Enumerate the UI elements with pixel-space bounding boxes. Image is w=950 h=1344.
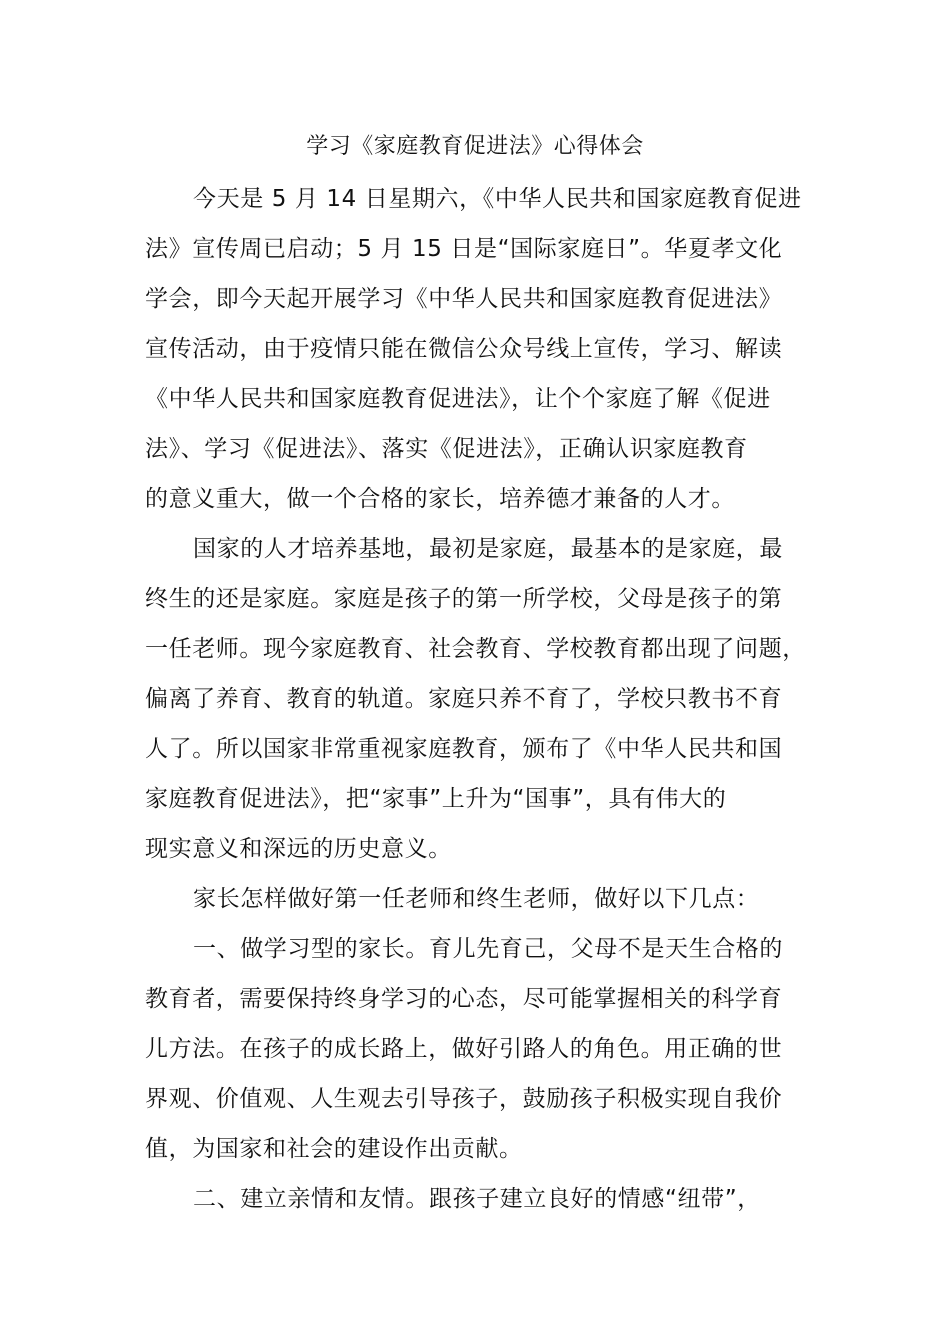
paragraph-1-line-4: 宣传活动，由于疫情只能在微信公众号线上宣传，学习、解读: [145, 336, 783, 362]
paragraph-2-line-4: 偏离了养育、教育的轨道。家庭只养不育了，学校只教书不育: [145, 686, 783, 712]
paragraph-2-line-5: 人了。所以国家非常重视家庭教育，颁布了《中华人民共和国: [145, 736, 783, 762]
paragraph-2-line-3: 一任老师。现今家庭教育、社会教育、学校教育都出现了问题，: [145, 636, 806, 662]
paragraph-4-line-1: 一、做学习型的家长。育儿先育己，父母不是天生合格的: [193, 936, 783, 962]
paragraph-1-line-6: 法》、学习《促进法》、落实《促进法》，正确认识家庭教育: [145, 436, 748, 462]
paragraph-1-line-3: 学会，即今天起开展学习《中华人民共和国家庭教育促进法》: [145, 286, 783, 312]
paragraph-4-line-3: 儿方法。在孩子的成长路上，做好引路人的角色。用正确的世: [145, 1036, 783, 1062]
paragraph-4-line-2: 教育者，需要保持终身学习的心态，尽可能掌握相关的科学育: [145, 986, 783, 1012]
paragraph-1-line-1: 今天是 5 月 14 日星期六，《中华人民共和国家庭教育促进: [193, 186, 802, 212]
paragraph-3-line-1: 家长怎样做好第一任老师和终生老师，做好以下几点：: [193, 886, 760, 912]
paragraph-1-line-7: 的意义重大，做一个合格的家长，培养德才兼备的人才。: [145, 486, 735, 512]
paragraph-2-line-6: 家庭教育促进法》，把“家事”上升为“国事”，具有伟大的: [145, 786, 727, 812]
document-title: 学习《家庭教育促进法》心得体会: [306, 134, 644, 159]
paragraph-4-line-4: 界观、价值观、人生观去引导孩子，鼓励孩子积极实现自我价: [145, 1086, 783, 1112]
paragraph-2-line-1: 国家的人才培养基地，最初是家庭，最基本的是家庭，最: [193, 536, 783, 562]
paragraph-5-line-1: 二、建立亲情和友情。跟孩子建立良好的情感“纽带”，: [193, 1186, 761, 1212]
paragraph-4-line-5: 值，为国家和社会的建设作出贡献。: [145, 1136, 523, 1162]
paragraph-1-line-2: 法》宣传周已启动；5 月 15 日是“国际家庭日”。华夏孝文化: [145, 236, 783, 262]
paragraph-2-line-7: 现实意义和深远的历史意义。: [145, 836, 452, 862]
paragraph-1-line-5: 《中华人民共和国家庭教育促进法》，让个个家庭了解《促进: [145, 386, 771, 412]
paragraph-2-line-2: 终生的还是家庭。家庭是孩子的第一所学校，父母是孩子的第: [145, 586, 783, 612]
